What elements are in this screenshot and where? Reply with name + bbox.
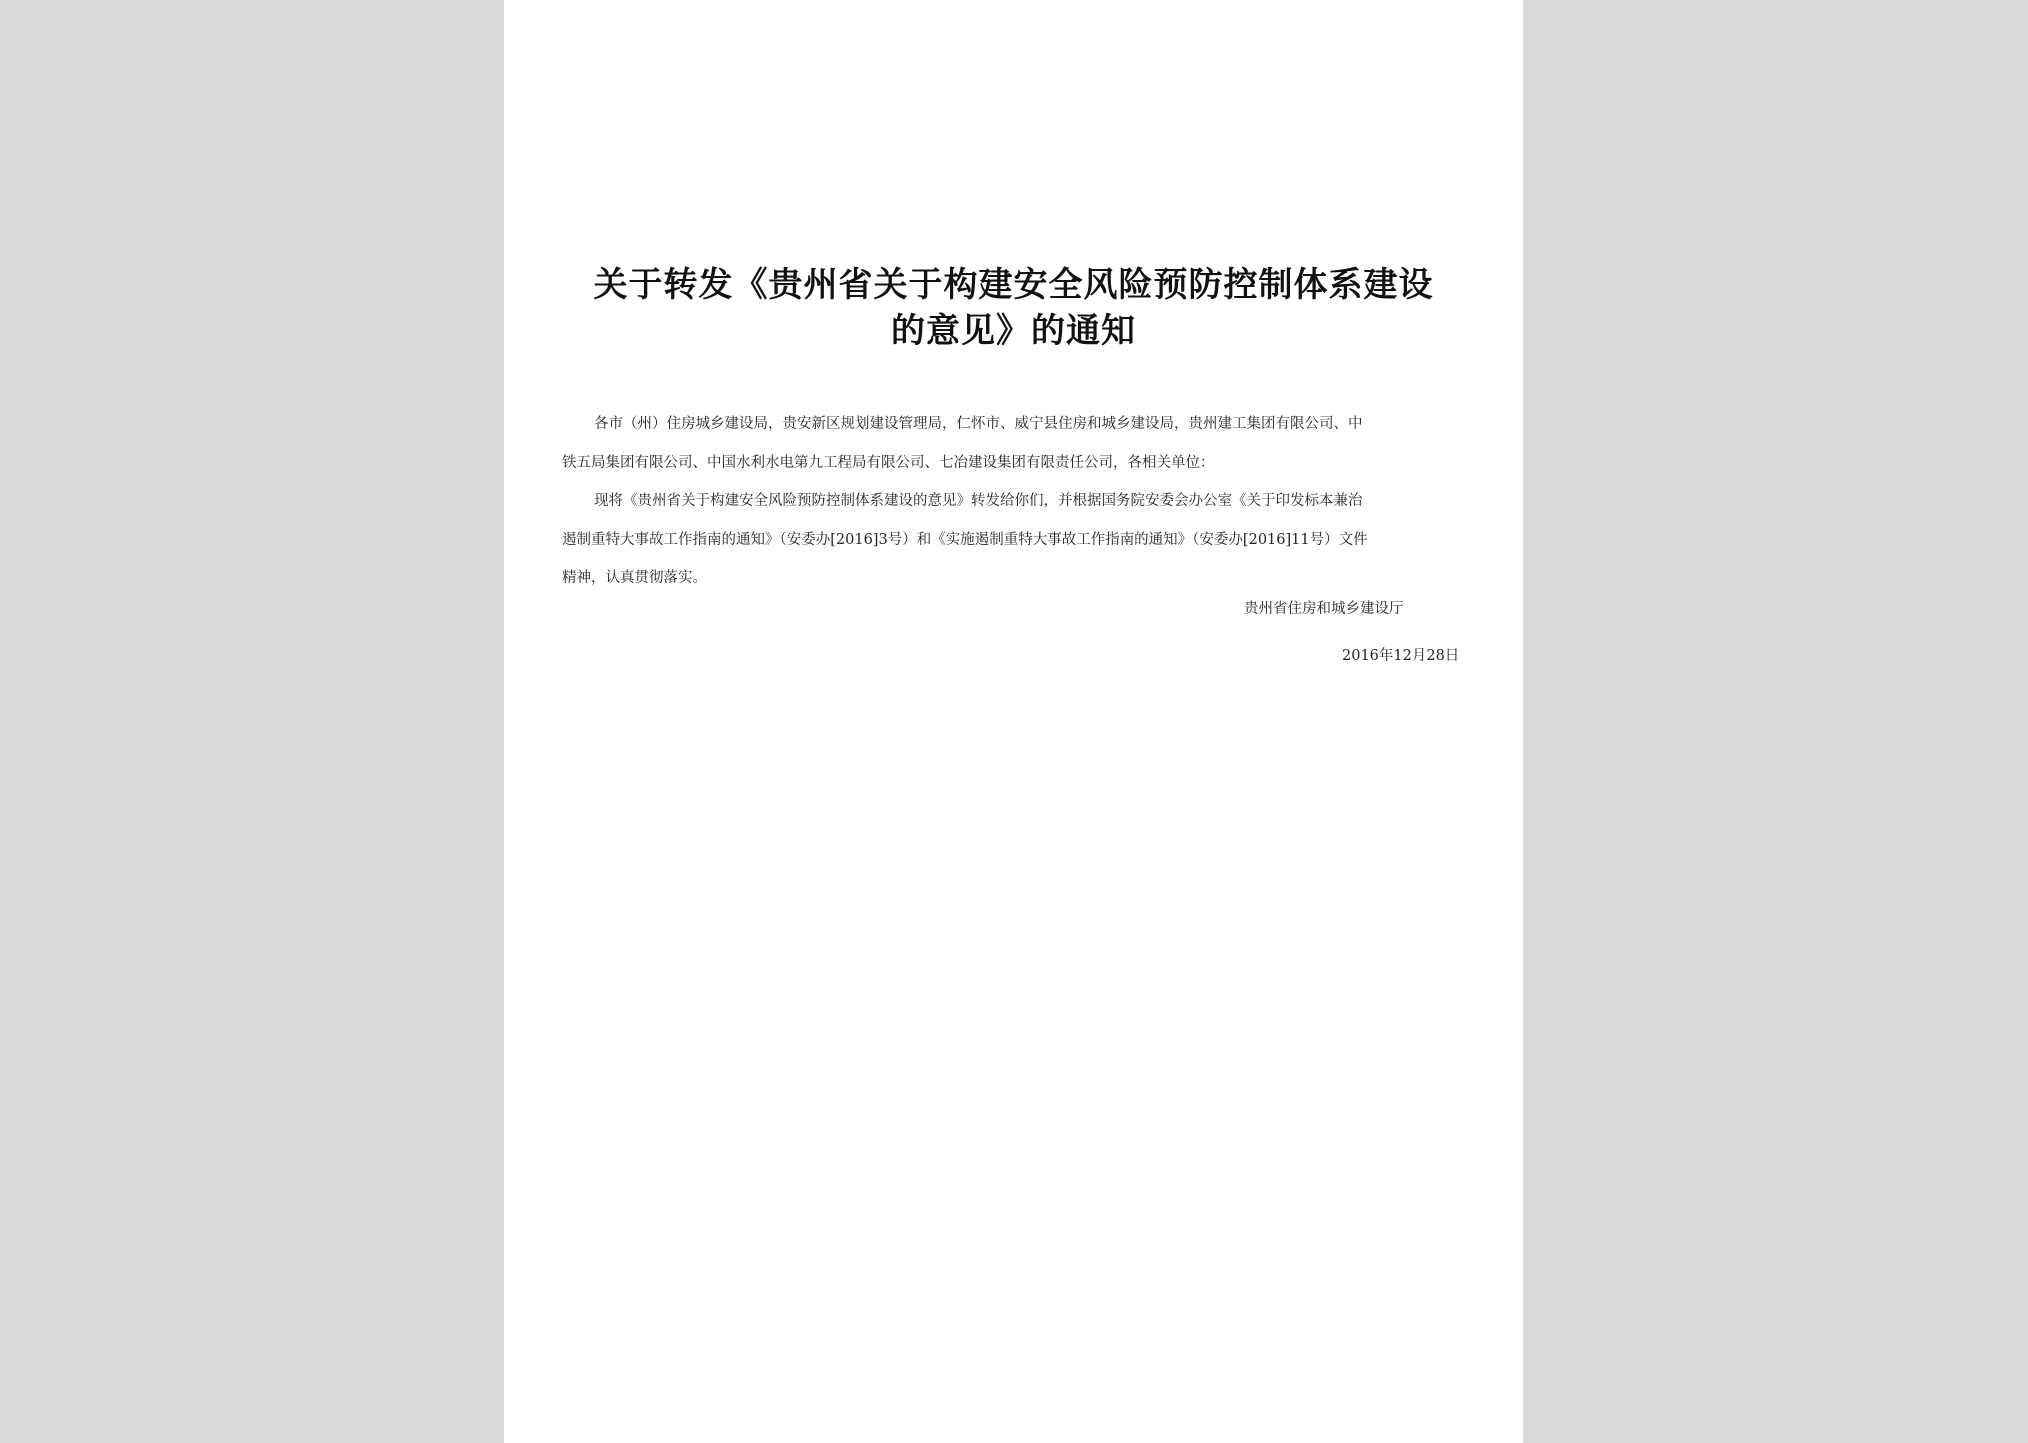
issuer-signature: 贵州省住房和城乡建设厅 [1244, 601, 1404, 617]
document-body [562, 405, 1470, 598]
salutation-line-2: 铁五局集团有限公司、中国水利水电第九工程局有限公司、七冶建设集团有限责任公司，各相关单位： [562, 454, 1215, 471]
title-line-1: 关于转发《贵州省关于构建安全风险预防控制体系建设 [593, 265, 1434, 305]
document-page [504, 0, 1523, 1443]
body-line-1: 现将《贵州省关于构建安全风险预防控制体系建设的意见》转发给你们，并根据国务院安委会办公室《关于印发标本兼治 [594, 493, 1363, 509]
document-title [558, 262, 1469, 354]
body-line-3: 精神，认真贯彻落实。 [562, 570, 707, 586]
salutation-paragraph [562, 405, 1470, 482]
title-line-2: 的意见》的通知 [891, 311, 1136, 351]
body-line-2: 遏制重特大事故工作指南的通知》（安委办[2016]3号）和《实施遏制重特大事故工作指南的通知》（安委办[2016]11号）文件 [562, 531, 1368, 548]
issue-date: 2016年12月28日 [1342, 648, 1460, 664]
body-paragraph [562, 482, 1470, 598]
salutation-line-1: 各市（州）住房城乡建设局，贵安新区规划建设管理局，仁怀市、威宁县住房和城乡建设局，贵州建工集团有限公司、中 [594, 416, 1363, 432]
